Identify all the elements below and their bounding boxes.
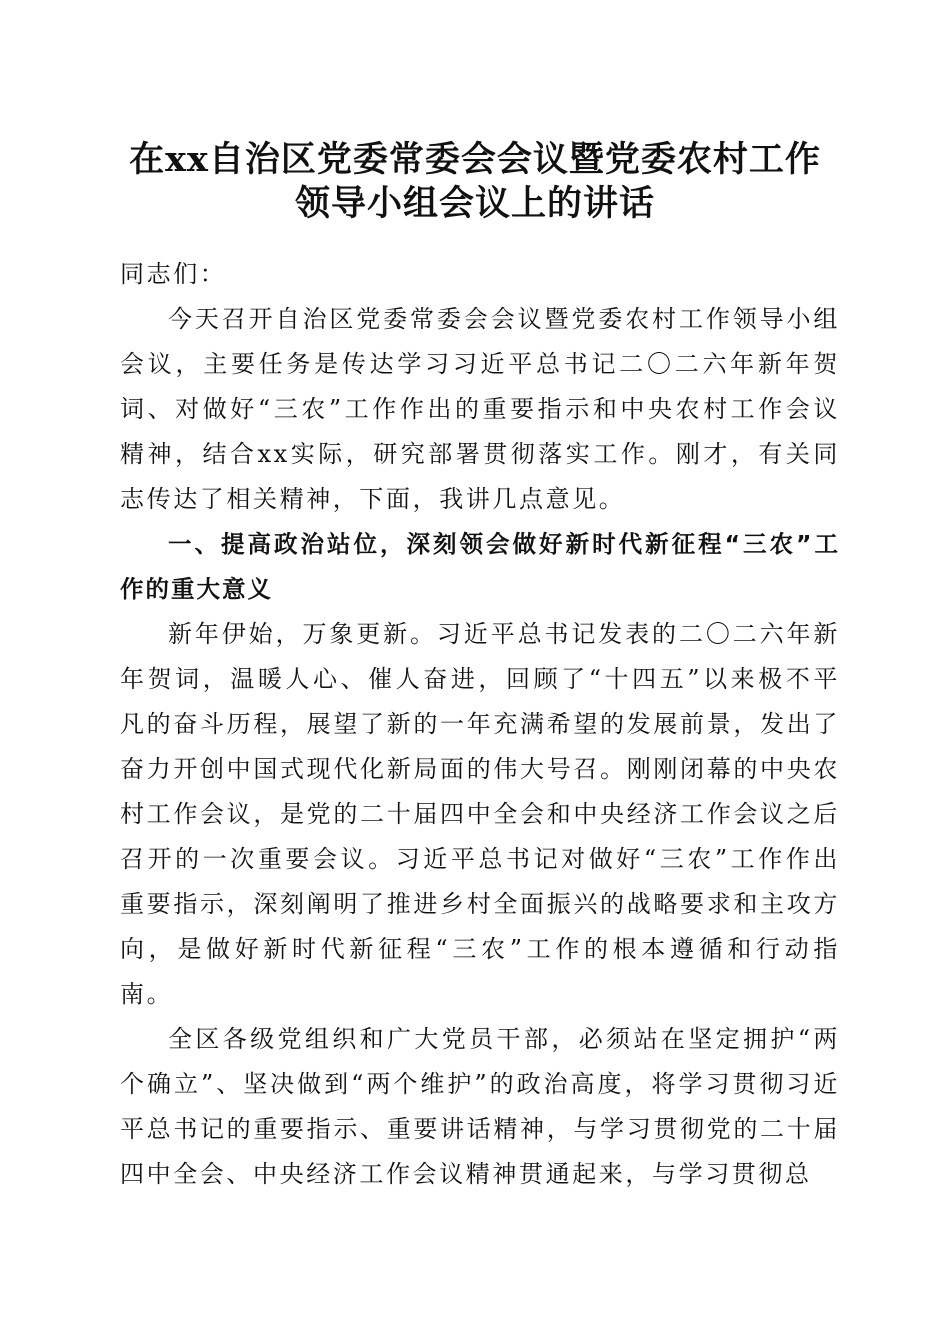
- document-body: [120, 252, 840, 1197]
- salutation: 同志们：: [120, 260, 227, 288]
- paragraph-new-year: 新年伊始，万象更新。习近平总书记发表的二〇二六年新年贺词，温暖人心、催人奋进，回顾了“十四五”以来极不平凡的奋斗历程，展望了新的一年充满希望的发展前景，发出了奋力开创中国式现代化新局面的伟大号召。刚刚闭幕的中央农村工作会议，是党的二十届四中全会和中央经济工作会议之后召开的一次重要会议。习近平总书记对做好“三农”工作作出重要指示，深刻阐明了推进乡村全面振兴的战略要求和主攻方向，是做好新时代新征程“三农”工作的根本遵循和行动指南。: [120, 620, 840, 1008]
- document-title-line-2: 领导小组会议上的讲话: [294, 183, 655, 224]
- paragraph-intro: 今天召开自治区党委常委会会议暨党委农村工作领导小组会议，主要任务是传达学习习近平总书记二〇二六年新年贺词、对做好“三农”工作作出的重要指示和中央农村工作会议精神，结合xx实际，研究部署贯彻落实工作。刚才，有关同志传达了相关精神，下面，我讲几点意见。: [120, 305, 840, 513]
- document-title-line-1: 在xx自治区党委常委会会议暨党委农村工作: [129, 139, 821, 180]
- section-heading-1: 一、提高政治站位，深刻领会做好新时代新征程“三农”工作的重大意义: [120, 530, 840, 603]
- paragraph-party-organizations: 全区各级党组织和广大党员干部，必须站在坚定拥护“两个确立”、坚决做到“两个维护”的政治高度，将学习贯彻习近平总书记的重要指示、重要讲话精神，与学习贯彻党的二十届四中全会、中央经济工作会议精神贯通起来，与学习贯彻总: [120, 1025, 840, 1188]
